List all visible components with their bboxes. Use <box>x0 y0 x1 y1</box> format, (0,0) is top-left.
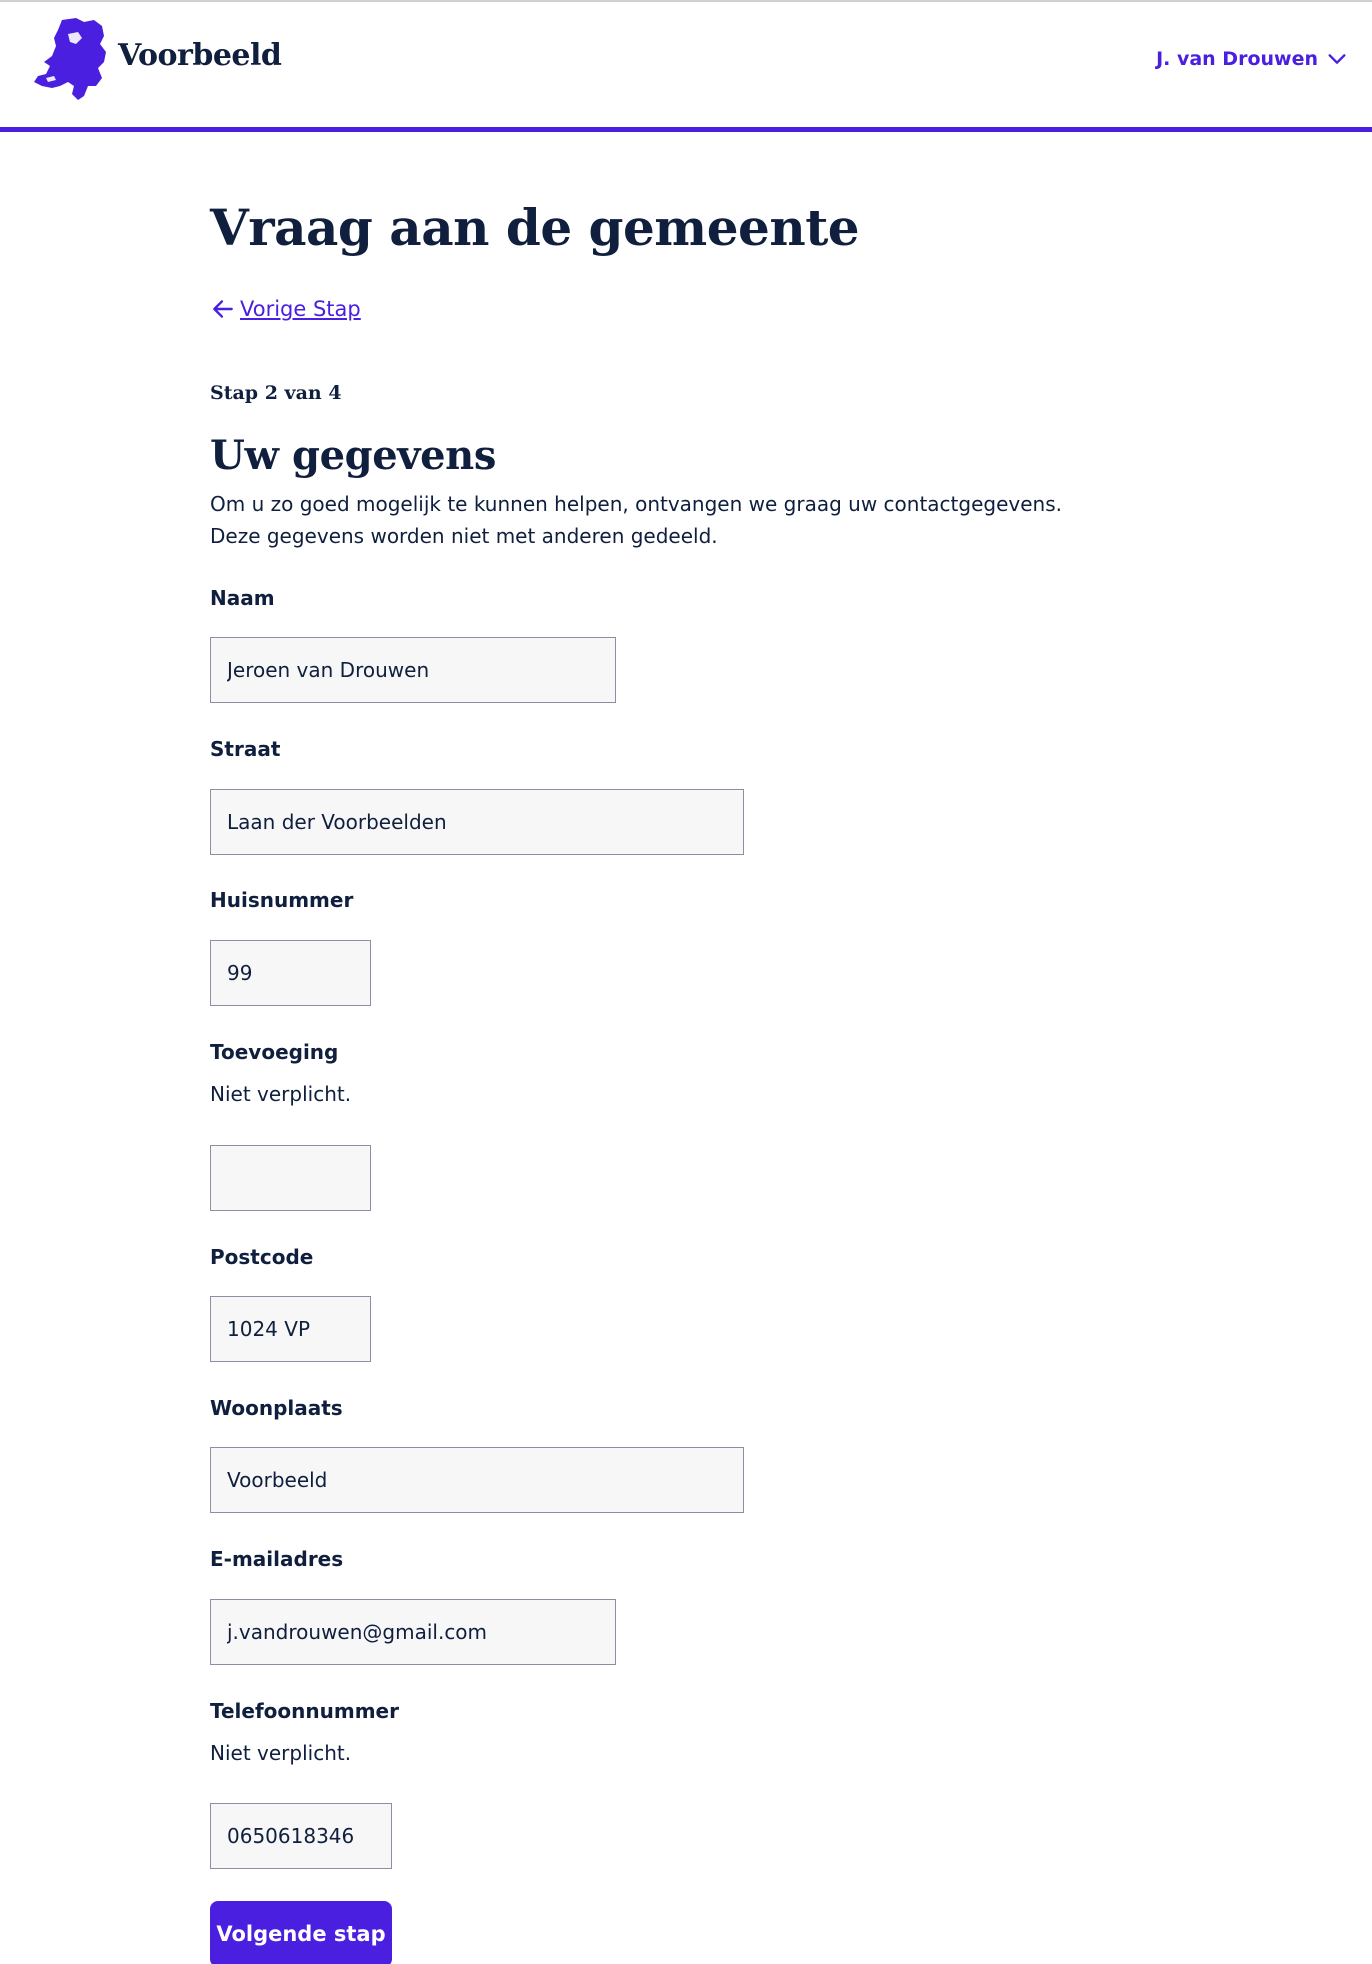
step-indicator: Stap 2 van 4 <box>210 382 342 404</box>
email-input[interactable] <box>210 1599 616 1665</box>
chevron-down-icon[interactable] <box>1326 48 1348 70</box>
intro-text: Om u zo goed mogelijk te kunnen helpen, ontvangen we graag uw contactgegevens. Deze gegevens worden niet met anderen gedeeld. <box>210 492 1062 548</box>
netherlands-map-icon[interactable] <box>32 16 110 102</box>
naam-label: Naam <box>210 586 275 610</box>
telefoon-input[interactable] <box>210 1803 392 1869</box>
main-content <box>210 196 1110 1946</box>
naam-input[interactable] <box>210 637 616 703</box>
straat-input[interactable] <box>210 789 744 855</box>
telefoon-hint: Niet verplicht. <box>210 1741 352 1765</box>
toevoeging-label: Toevoeging <box>210 1040 339 1064</box>
email-label: E-mailadres <box>210 1547 344 1571</box>
page-title: Vraag aan de gemeente <box>210 198 860 257</box>
huisnummer-label: Huisnummer <box>210 888 354 912</box>
telefoon-label: Telefoonnummer <box>210 1699 399 1723</box>
postcode-input[interactable] <box>210 1296 371 1362</box>
straat-label: Straat <box>210 737 281 761</box>
toevoeging-hint: Niet verplicht. <box>210 1082 352 1106</box>
toevoeging-input[interactable] <box>210 1145 371 1211</box>
back-link[interactable] <box>210 296 361 322</box>
section-title: Uw gegevens <box>210 432 496 479</box>
next-step-button[interactable]: Volgende stap <box>210 1901 392 1964</box>
arrow-left-icon[interactable] <box>210 296 236 322</box>
huisnummer-input[interactable] <box>210 940 371 1006</box>
user-name[interactable]: J. van Drouwen <box>1156 48 1318 70</box>
woonplaats-label: Woonplaats <box>210 1396 343 1420</box>
back-link-label[interactable]: Vorige Stap <box>240 297 361 321</box>
postcode-label: Postcode <box>210 1245 314 1269</box>
site-header <box>0 2 1372 130</box>
woonplaats-input[interactable] <box>210 1447 744 1513</box>
brand-name[interactable]: Voorbeeld <box>118 38 282 73</box>
user-menu[interactable] <box>1156 48 1348 70</box>
header-accent-bar <box>0 127 1372 132</box>
